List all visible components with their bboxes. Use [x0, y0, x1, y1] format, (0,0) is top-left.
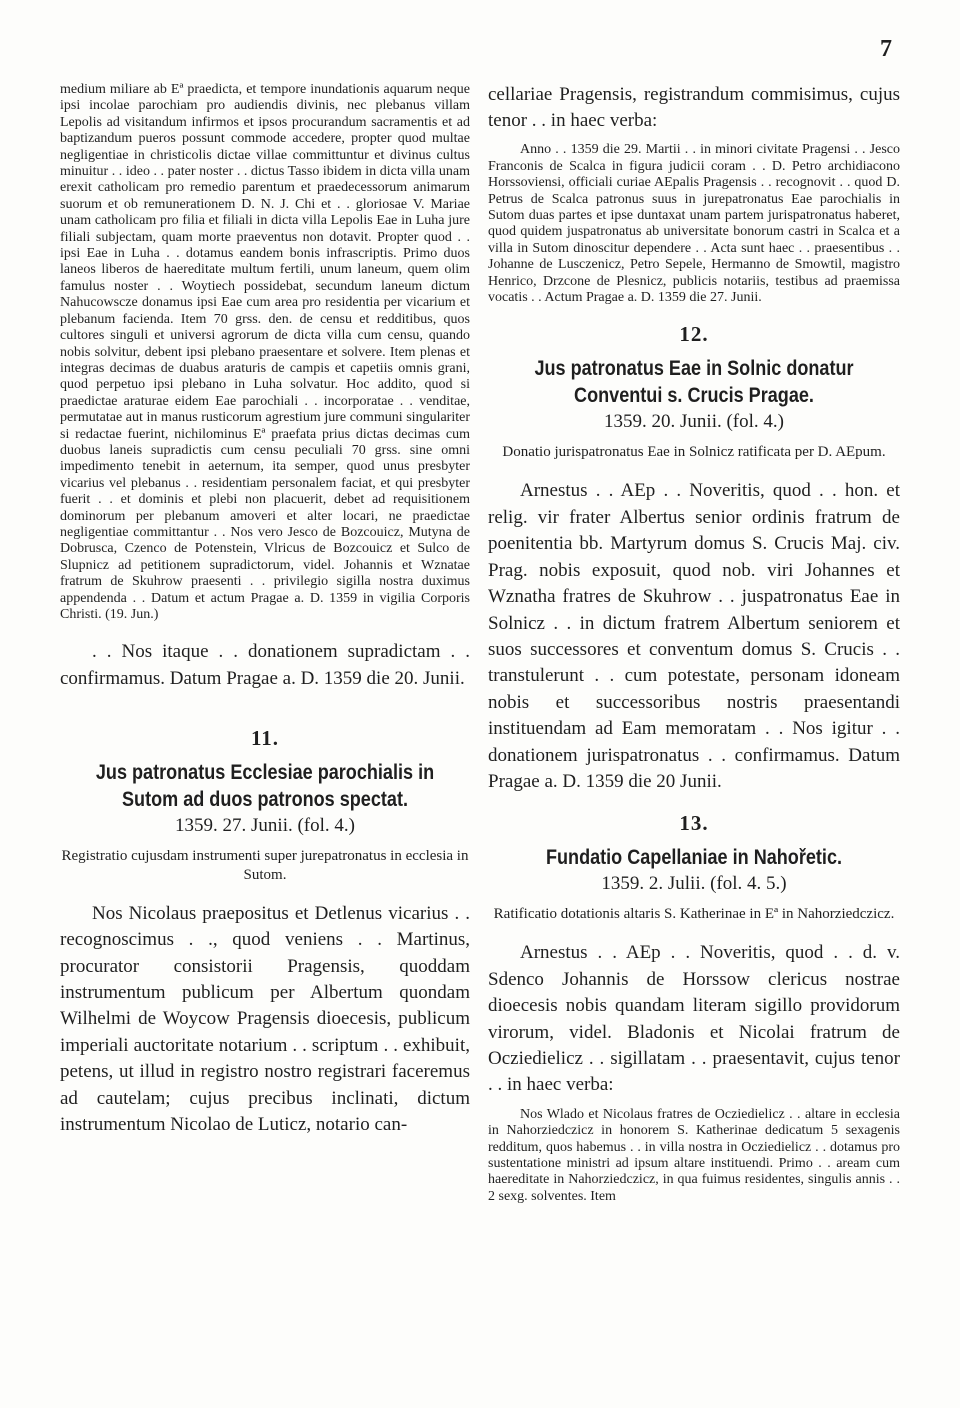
doc11-number: 11.: [250, 725, 280, 750]
doc10-continuation-text: medium miliare ab Eª praedicta, et tempore inundationis aquarum neque ipsi incolae parochiam pro audiendis divinis, nec plebanus villam Lepolis ad visitandum infirmos et ipsos procurandum sacramentis et ad baptizandum pueros possunt commode accedere, propter quod multae negligentiae in christicolis dictae villae committuntur et divinus cultus minuitur . . ideo . . pater noster . . dictus Tasso ibidem in dicta villa unam erexit catholicam pro remedio parentum et praedecessorum animarum suorum et ob remunerationem D. N. J. Chi et . . gloriosae V. Mariae unam catholicam pro filia et filiali in dicta villa Lepolis Eae in Luha jure filiali subjectam, quam morte praeventus non dotavit. Propter quod . . ipsi Eae in Luha . . dotamus eandem bonis infrascriptis. Primo duos laneos liberos de haereditate multum fertili, unum laneum, quem olim famulus noster . . Woytiech possidebat, secundum laneum dictum Nahucowscze donamus ipsi Eae cum area pro residentia per vicarium et plebanum facienda. Item 70 grss. den. de censu et redditibus, quos cultores singuli et universi agrorum de dicta villa cum censu, quando nobis solvitur, debent ipsi plebano praesentare et solvere. Item plenas et integras decimas de duabus araturis de campis et capetiis omnis grani, quod perpetuo ipsi plebano in Luha solvatur. Hoc addito, quod si praedictae araturae eidem Eae parochiali . . incorporatae . . venditae, permutatae aut in manus rusticorum agrestium jure communi singulariter si redactae fuerint, nichilominus Eª praefata prius dictas decimas cum duobus laneis supradictis cum censu peculiali 70 grss. sine omni impedimento tenebit in aeternum, ita semper, quod unus presbyter vicarius vel plebanus . . residentiam personalem faciat, et qui presbyter fuerit . . et dominis et plebi non placuerit, debet ad requisitionem dominorum per plebanum amoveri et alter locari, ne praedictae negligentiae committantur . . Nos vero Jesco de Bozcouicz, Mutyna de Dobrusca, Czenco de Potenstein, Vlricus de Bozcouicz et Sulco de Slupnicz ad petitionem supradictorum, videl. Johannis et Wznatae fratrum de Skuhrow praesenti . . privilegio sigilla nostra duximus appendenda . . Datum et actum Pragae a. D. 1359 in vigilia Corporis Christi. (19. Jun.): [60, 82, 470, 622]
left-column: [60, 82, 470, 1138]
doc11-text: Nos Nicolaus praepositus et Detlenus vicarius . . recognoscimus . ., quod veniens . . Martinus, procurator consistorii Pragensis, quoddam instrumentum publicum per Albertum quondam Wilhelmi de Woycow Pragensis dioecesis, publicum imperiali auctoritate notarium . . scriptum . . exhibuit, petens, ut illud in registro nostro registrari faceremus ad cautelam; cujus precibus inclinati, dictum instrumentum Nicolao de Luticz, notario can-: [60, 902, 470, 1136]
doc13-inserted-letter: Nos Wlado et Nicolaus fratres de Ocziedielicz . . altare in ecclesia in Nahorziedczicz in honorem S. Katherinae dedicatum 5 sexagenis redditum, quos habemus . . in villa nostra in Ocziedielicz . . dotamus pro sustentatione ministri ad ipsum altare instituendi. Primo . . aream cum haereditate in Nahorziedczicz, in qua fuimus residentes, singulis annis . . 2 sexg. solventes. Item: [488, 1106, 900, 1204]
doc11-regest: Registratio cujusdam instrumenti super jurepatronatus in ecclesia in Sutom.: [61, 847, 469, 883]
doc13-regest: Ratificatio dotationis altaris S. Katherinae in Eª in Nahorziedczicz.: [493, 906, 895, 923]
doc12-regest: Donatio jurispatronatus Eae in Solnicz ratificata per D. AEpum.: [502, 444, 886, 461]
doc11-date: 1359. 27. Junii. (fol. 4.): [175, 814, 355, 836]
doc10-confirmation-text: . . Nos itaque . . donationem supradictam . . confirmamus. Datum Pragae a. D. 1359 die 20. Junii.: [60, 641, 470, 689]
doc13-title: Fundatio Capellaniae in Nahořetic.: [545, 846, 843, 870]
right-column: [488, 82, 900, 1205]
doc12-number: 12.: [679, 322, 709, 347]
doc12-text: Arnestus . . AEp . . Noveritis, quod . . hon. et relig. vir frater Albertus senior ordinis fratrum de poenitentia bb. Martyrum domus S. Crucis Maj. civ. Prag. nobis exposuit, quod nob. viri Johannes et Wznatha fratres de Skuhrow . . juspatronatus Eae in Solnicz . . in dictum fratrem Albertum seniorem et suos successores et conventum domus S. Crucis . . transtulerunt . . cum potestate, personam idoneam nobis et successoribus nostris praesentandi instituendam ad Eam memoratam . . Nos igitur . . donationem jurispatronatus . . confirmamus. Datum Pragae a. D. 1359 die 20 Junii.: [488, 480, 900, 792]
doc11-inserted-instrument: Anno . . 1359 die 29. Martii . . in minori civitate Pragensi . . Jesco Franconis de Scalca in figura judicii coram . . D. Petro archidiacono Horssoviensi, officiali curiae AEpalis Pragensis . . recognovit . . quod D. Petrus de Scalca patronus suus in jurepatronatus Eae parochialis in Sutom duas partes et ipse duntaxat unam partem jurispatronatus haberet, quod quidem juspatronatus ab universitate bonorum castri in Scalca et a villa in Sutom dinoscitur dependere . . Acta sunt haec . . praesentibus . . Johanne de Lusczenicz, Petro Sepele, Hermanno de Smowtil, magistro Henrico, Drzcone de Plesnicz, publicis notariis, testibus ad praemissa vocatis . . Actum Pragae a. D. 1359 die 27. Junii.: [488, 142, 900, 306]
doc13-text: Arnestus . . AEp . . Noveritis, quod . . d. v. Sdenco Johannis de Horssow clericus nostrae dioecesis nobis quandam literam sigillo providorum virorum, videl. Bladonis et Nicolai fratrum de Ocziedielicz . . sigillatam . . praesentavit, cujus tenor . . in haec verba:: [488, 942, 900, 1096]
page-number: 7: [880, 36, 892, 62]
doc12-date: 1359. 20. Junii. (fol. 4.): [604, 411, 784, 433]
doc12-title: Jus patronatus Eae in Solnic donatur Conventui s. Crucis Pragae.: [534, 357, 854, 408]
doc11-title: Jus patronatus Ecclesiae parochialis in Sutom ad duos patronos spectat.: [95, 760, 435, 811]
doc13-date: 1359. 2. Julii. (fol. 4. 5.): [601, 873, 787, 895]
doc13-number: 13.: [679, 811, 709, 836]
doc11-continuation-text: cellariae Pragensis, registrandum commisimus, cujus tenor . . in haec verba:: [488, 84, 900, 132]
